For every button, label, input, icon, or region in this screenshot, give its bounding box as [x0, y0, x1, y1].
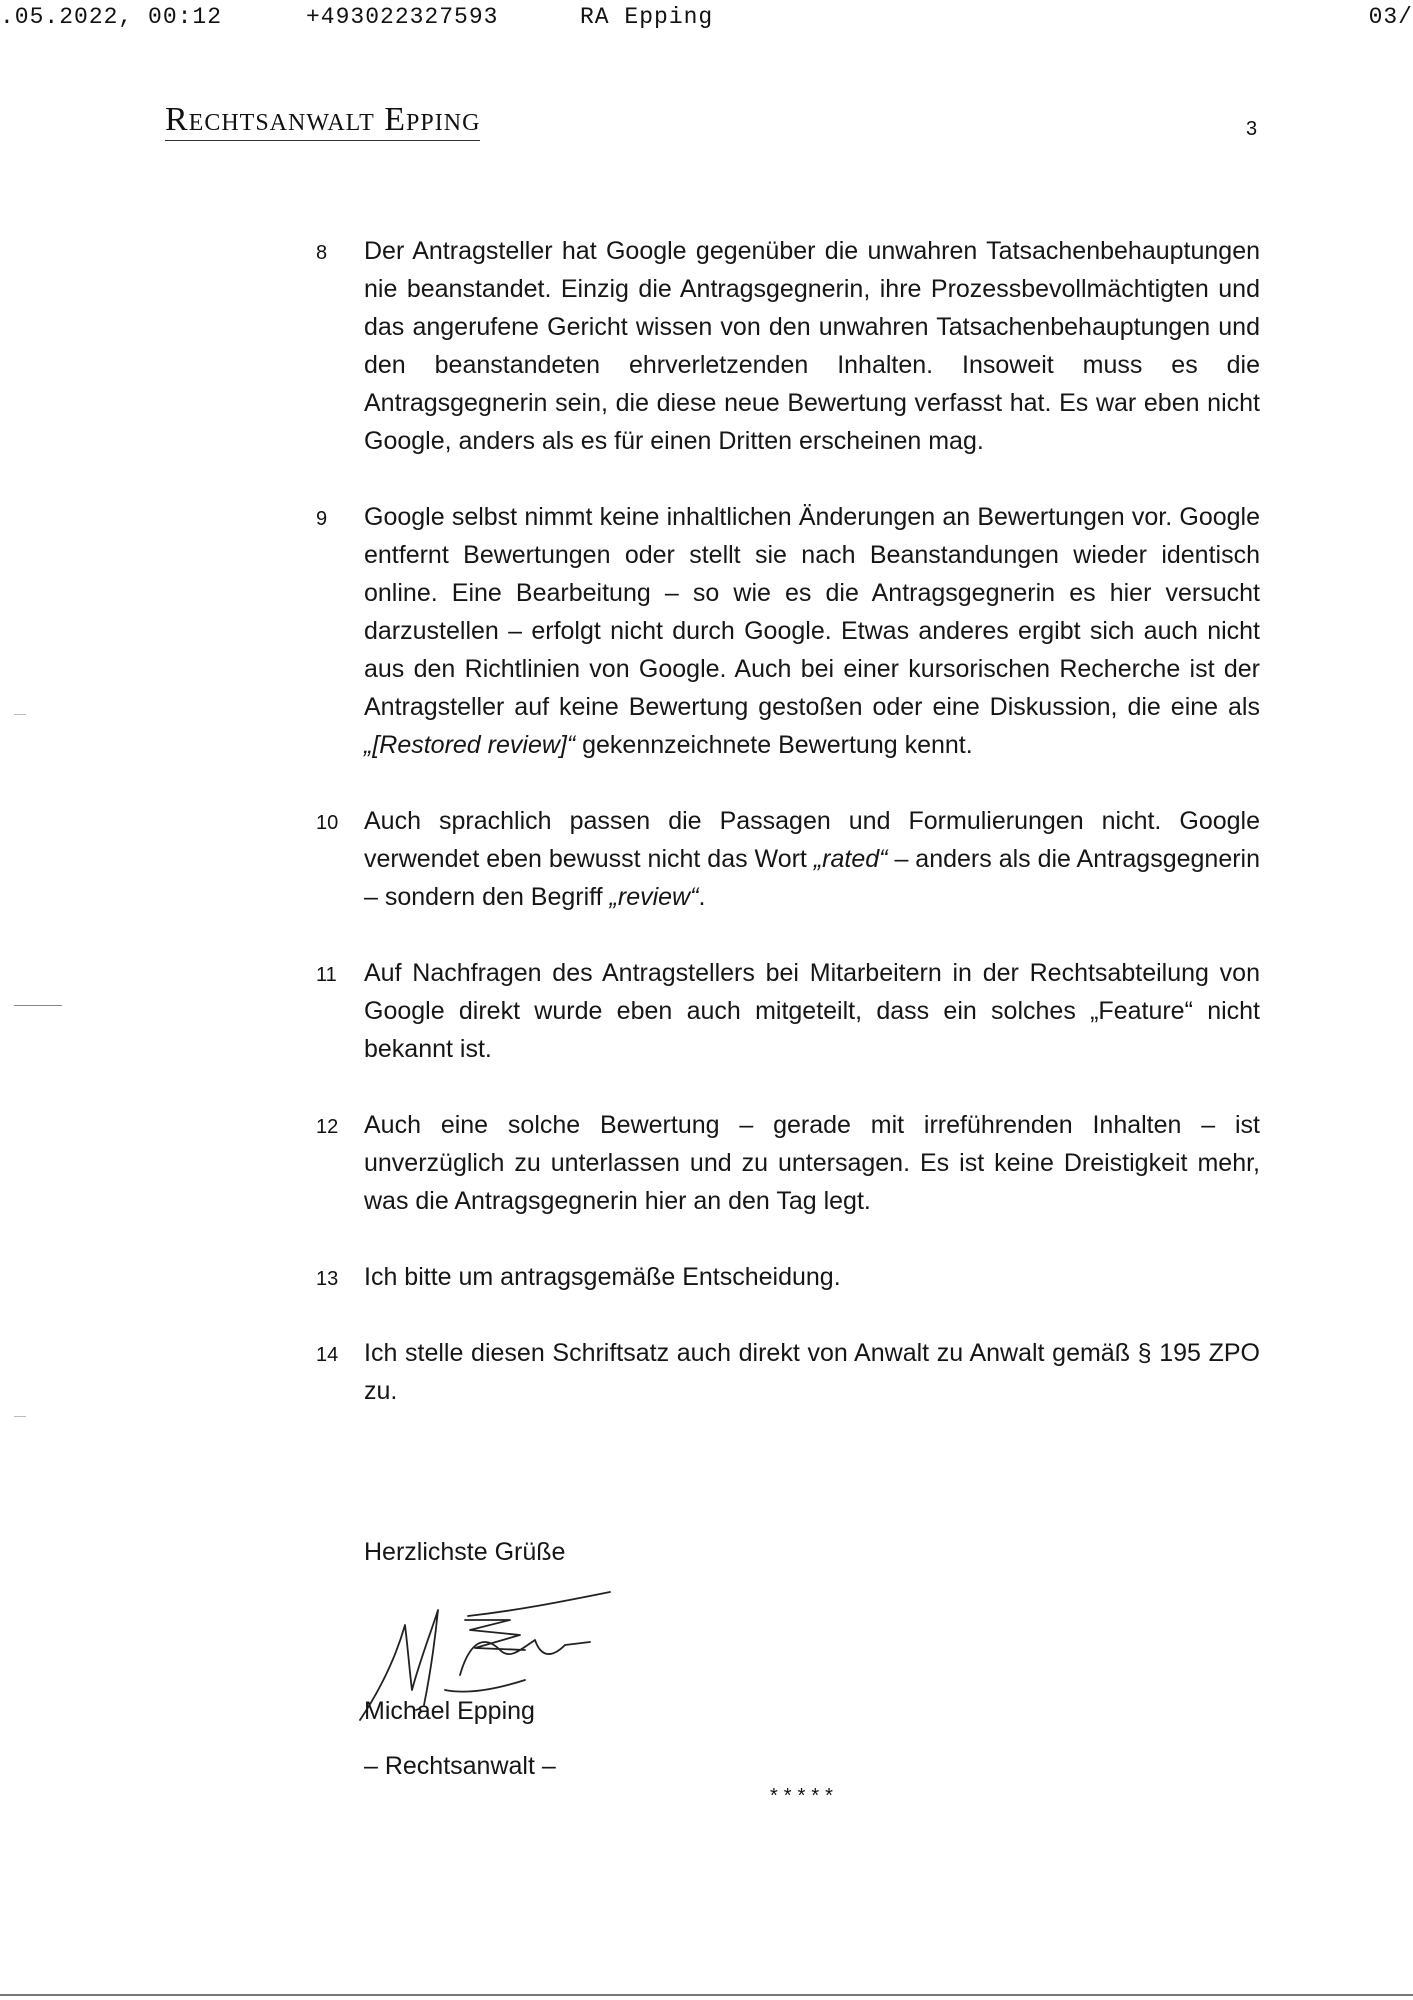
paragraph-number: 11	[316, 964, 337, 986]
paragraph-text: Ich bitte um antragsgemäße Entscheidung.	[364, 1263, 841, 1291]
fax-datetime: .05.2022, 00:12	[0, 4, 223, 30]
paragraph-9	[316, 498, 1260, 764]
fax-phone-number: +493022327593	[306, 4, 499, 30]
paragraph-text	[364, 807, 1260, 911]
paragraph-text: Ich stelle diesen Schriftsatz auch direkt von Anwalt zu Anwalt gemäß § 195 ZPO zu.	[364, 1339, 1260, 1405]
paragraph-number: 9	[316, 508, 328, 530]
fax-page-counter: 03/	[1368, 4, 1413, 30]
document-body	[316, 232, 1260, 1448]
paragraph-text: Der Antragsteller hat Google gegenüber die unwahren Tatsachenbehauptungen nie beanstandet. Einzig die Antragsgegnerin, ihre Prozessbevollmächtigten und das angerufene Gericht wissen von den unwahren Tatsachenbehauptungen und den beanstandeten ehrverletzenden Inhalten. Insoweit muss es die Antragsgegnerin sein, die diese neue Bewertung verfasst hat. Es war eben nicht Google, anders als es für einen Dritten erscheinen mag.	[364, 237, 1260, 455]
paragraph-text-part: Auch sprachlich passen die Passagen und Formulierungen nicht. Google verwendet eben bewusst nicht das Wort	[364, 807, 1260, 873]
signer-name: Michael Epping	[364, 1697, 535, 1725]
end-marks: *****	[770, 1785, 839, 1807]
page-number: 3	[1246, 118, 1258, 140]
paragraph-number: 12	[316, 1116, 339, 1138]
paragraph-text-part: gekennzeichnete Bewertung kennt.	[575, 731, 973, 759]
paragraph-10	[316, 802, 1260, 916]
paragraph-13	[316, 1258, 1260, 1296]
paragraph-number: 10	[316, 812, 339, 834]
margin-mark	[14, 1416, 26, 1417]
fax-sender: RA Epping	[580, 4, 714, 30]
paragraph-text: Auch eine solche Bewertung – gerade mit irreführenden Inhalten – ist unverzüglich zu unterlassen und zu untersagen. Es ist keine Dreistigkeit mehr, was die Antragsgegnerin hier an den Tag legt.	[364, 1111, 1260, 1215]
paragraph-text-part: – anders als die Antragsgegnerin – sondern den Begriff	[364, 845, 1261, 911]
paragraph-text-part: .	[698, 883, 706, 911]
paragraph-number: 13	[316, 1268, 339, 1290]
paragraph-text-part: Google selbst nimmt keine inhaltlichen Änderungen an Bewertungen vor. Google entfernt Bewertungen oder stellt sie nach Beanstandungen wieder identisch online. Eine Bearbeitung – so wie es die Antragsgegnerin es hier versucht darzustellen – erfolgt nicht durch Google. Etwas anderes ergibt sich auch nicht aus den Richtlinien von Google. Auch bei einer kursorischen Recherche ist der Antragsteller auf keine Bewertung gestoßen oder eine Diskussion, die eine als	[364, 503, 1260, 721]
paragraph-italic-term: „review“	[609, 883, 699, 911]
bottom-rule	[0, 1994, 1413, 1996]
paragraph-text: Auf Nachfragen des Antragstellers bei Mitarbeitern in der Rechtsabteilung von Google direkt wurde eben auch mitgeteilt, dass ein solches „Feature“ nicht bekannt ist.	[364, 959, 1260, 1063]
margin-mark	[14, 1005, 62, 1006]
paragraph-number: 8	[316, 242, 328, 264]
closing-greeting: Herzlichste Grüße	[364, 1538, 566, 1566]
paragraph-number: 14	[316, 1344, 339, 1366]
paragraph-italic-term: „[Restored review]“	[364, 731, 576, 759]
paragraph-11	[316, 954, 1260, 1068]
paragraph-12	[316, 1106, 1260, 1220]
letterhead-firm-name: Rechtsanwalt Epping	[165, 100, 480, 141]
signer-title: – Rechtsanwalt –	[364, 1752, 556, 1780]
fax-header	[0, 4, 1413, 34]
paragraph-italic-term: „rated“	[813, 845, 888, 873]
paragraph-14	[316, 1334, 1260, 1410]
margin-mark	[14, 714, 26, 715]
paragraph-text	[364, 503, 1260, 759]
paragraph-8	[316, 232, 1260, 460]
